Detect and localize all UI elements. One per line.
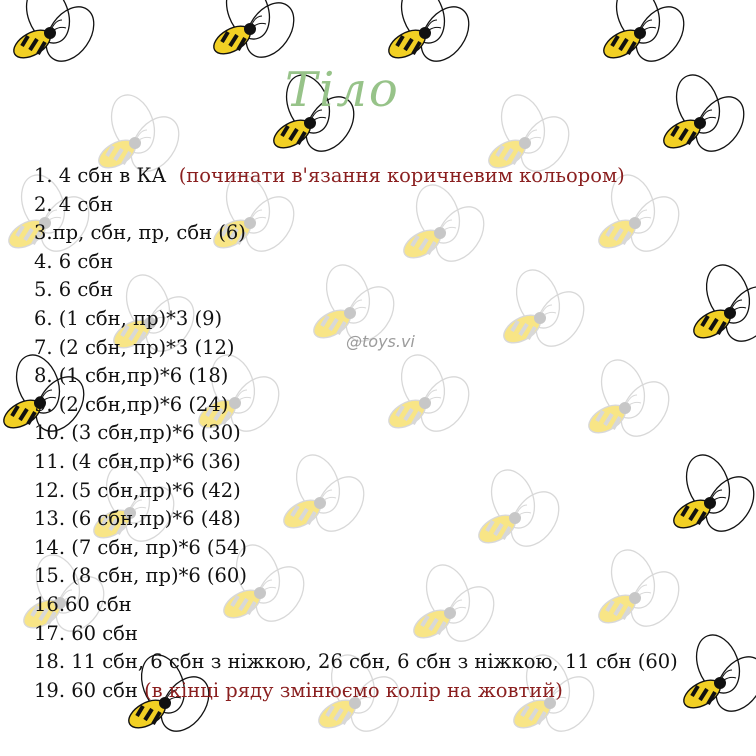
row-text: 4. 6 сбн (34, 249, 114, 273)
pattern-row (34, 191, 678, 220)
row-text: 18. 11 сбн, 6 сбн з ніжкою, 26 сбн, 6 сбн з ніжкою, 11 сбн (60) (34, 650, 678, 674)
row-text: 9. (2 сбн,пр)*6 (24) (34, 392, 229, 416)
pattern-row (34, 305, 678, 334)
pattern-row (34, 276, 678, 305)
row-text: 16.60 сбн (34, 592, 132, 616)
pattern-row (34, 334, 678, 363)
row-text: 10. (3 сбн,пр)*6 (30) (34, 421, 241, 445)
pattern-row (34, 620, 678, 649)
pattern-row (34, 362, 678, 391)
pattern-row (34, 248, 678, 277)
row-text: 3.пр, сбн, пр, сбн (6) (34, 221, 246, 245)
pattern-rows (34, 162, 678, 705)
row-text: 14. (7 сбн, пр)*6 (54) (34, 535, 247, 559)
pattern-row (34, 677, 678, 706)
pattern-row (34, 419, 678, 448)
row-text: 2. 4 сбн (34, 192, 114, 216)
row-text: 19. 60 сбн (34, 678, 145, 702)
pattern-row (34, 591, 678, 620)
pattern-row (34, 477, 678, 506)
row-text: 7. (2 сбн, пр)*3 (12) (34, 335, 235, 359)
pattern-row (34, 648, 678, 677)
row-text: 17. 60 сбн (34, 621, 138, 645)
row-text: 6. (1 сбн, пр)*3 (9) (34, 306, 223, 330)
row-text: 15. (8 сбн, пр)*6 (60) (34, 564, 247, 588)
row-text: 8. (1 сбн,пр)*6 (18) (34, 364, 229, 388)
row-text: 13. (6 сбн,пр)*6 (48) (34, 507, 241, 531)
pattern-row (34, 562, 678, 591)
pattern-row (34, 162, 678, 191)
row-note: (в кінці ряду змінюємо колір на жовтий) (144, 678, 563, 702)
pattern-row (34, 219, 678, 248)
pattern-row (34, 391, 678, 420)
page-title: Тіло (285, 62, 400, 118)
watermark: @toys.vi (346, 332, 415, 351)
row-text: 1. 4 сбн в КА (34, 164, 179, 187)
pattern-row (34, 448, 678, 477)
row-text: 12. (5 сбн,пр)*6 (42) (34, 478, 241, 502)
row-note: (починати в'язання коричневим кольором) (178, 164, 625, 187)
pattern-row (34, 534, 678, 563)
row-text: 5. 6 сбн (34, 278, 114, 302)
row-text: 11. (4 сбн,пр)*6 (36) (34, 449, 241, 473)
pattern-row (34, 505, 678, 534)
